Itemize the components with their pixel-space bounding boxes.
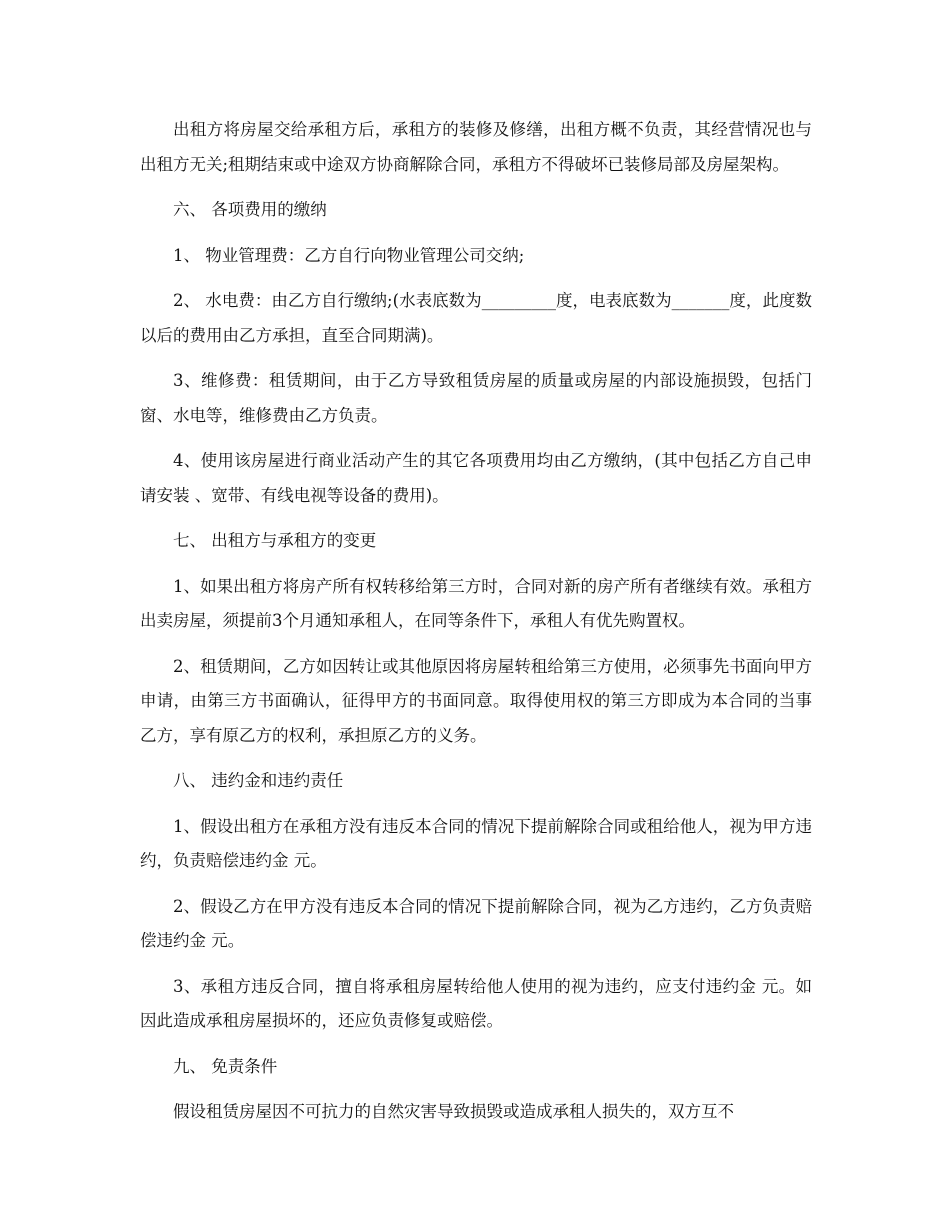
clause-lessee-breach: 2、假设乙方在甲方没有违反本合同的情况下提前解除合同，视为乙方违约，乙方负责赔偿违约金 元。: [140, 896, 812, 950]
clause-utilities-fee: 2、 水电费：由乙方自行缴纳;(水表底数为_________度，电表底数为_______度，此度数以后的费用由乙方承担，直至合同期满)。: [140, 291, 812, 345]
clause-ownership-transfer: 1、如果出租方将房产所有权转移给第三方时，合同对新的房产所有者继续有效。承租方出卖房屋，须提前3个月通知承租人，在同等条件下，承租人有优先购置权。: [140, 576, 812, 630]
section-heading-changes: 七、 出租方与承租方的变更: [173, 531, 377, 550]
clause-repair-fee: 3、维修费：租赁期间，由于乙方导致租赁房屋的质量或房屋的内部设施损毁，包括门窗、水电等，维修费由乙方负责。: [140, 371, 812, 425]
clause-sublease: 2、租赁期间，乙方如因转让或其他原因将房屋转租给第三方使用，必须事先书面向甲方申请，由第三方书面确认，征得甲方的书面同意。取得使用权的第三方即成为本合同的当事乙方，享有原乙方的权利，承担原乙方的义务。: [140, 656, 812, 745]
clause-commercial-fees: 4、使用该房屋进行商业活动产生的其它各项费用均由乙方缴纳，(其中包括乙方自己申请安装 、宽带、有线电视等设备的费用)。: [140, 451, 812, 505]
clause-property-fee: 1、 物业管理费：乙方自行向物业管理公司交纳;: [173, 245, 525, 265]
section-heading-exemption: 九、 免责条件: [173, 1056, 278, 1076]
document-page: [140, 113, 812, 1141]
clause-force-majeure: 假设租赁房屋因不可抗力的自然灾害导致损毁或造成承租人损失的，双方互不: [173, 1102, 734, 1121]
clause-lessor-breach: 1、假设出租方在承租方没有违反本合同的情况下提前解除合同或租给他人，视为甲方违约，负责赔偿违约金 元。: [140, 816, 812, 870]
clause-unauthorized-sublet: 3、承租方违反合同，擅自将承租房屋转给他人使用的视为违约，应支付违约金 元。如因此造成承租房屋损坏的，还应负责修复或赔偿。: [140, 976, 812, 1030]
section-heading-fees: 六、 各项费用的缴纳: [173, 200, 327, 219]
section-heading-penalty: 八、 违约金和违约责任: [173, 771, 344, 790]
paragraph-lessor-not-responsible: 出租方将房屋交给承租方后，承租方的装修及修缮，出租方概不负责，其经营情况也与出租方无关;租期结束或中途双方协商解除合同，承租方不得破坏已装修局部及房屋架构。: [140, 120, 812, 174]
